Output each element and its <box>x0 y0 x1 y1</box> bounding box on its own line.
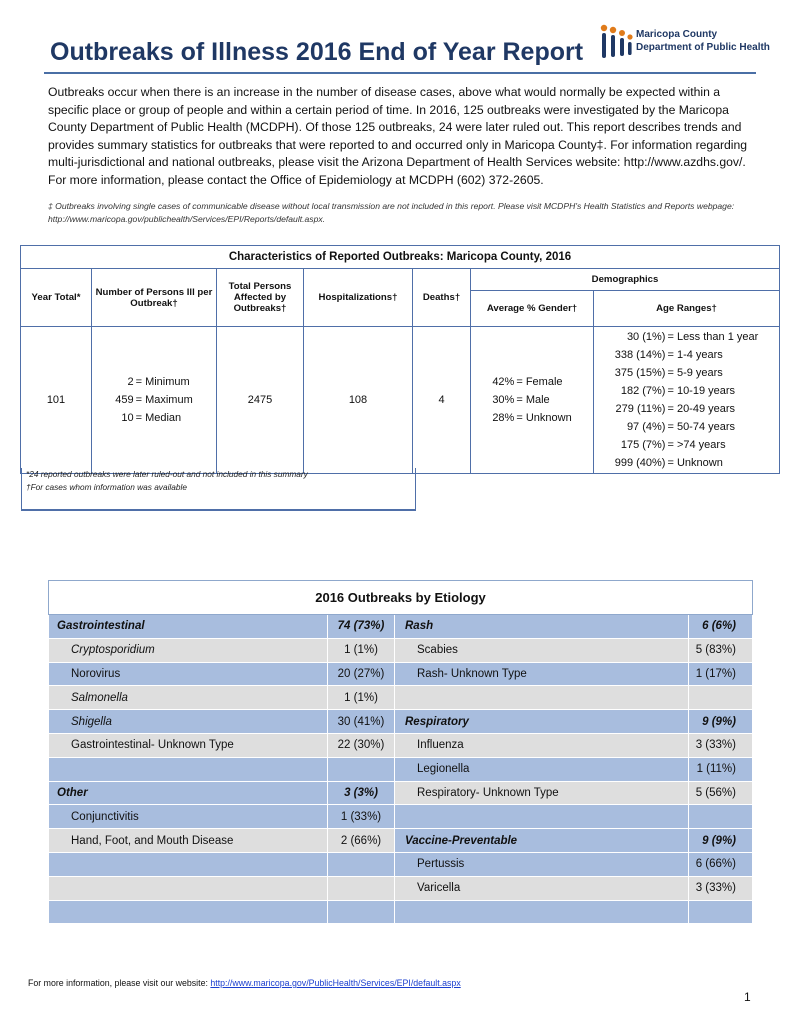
page-number: 1 <box>744 990 751 1004</box>
empty-cell <box>689 805 753 829</box>
empty-cell <box>328 852 395 876</box>
etiology-pertussis: Pertussis <box>395 852 689 876</box>
count-hfmd: 2 (66%) <box>328 829 395 853</box>
etiology-rash-unknown: Rash- Unknown Type <box>395 662 689 686</box>
empty-cell <box>395 900 689 924</box>
empty-cell <box>689 686 753 710</box>
empty-cell <box>49 900 328 924</box>
etiology-legionella: Legionella <box>395 757 689 781</box>
header-total-persons: Total Persons Affected by Outbreaks† <box>217 269 304 327</box>
etiology-salmonella: Salmonella <box>49 686 328 710</box>
count-other: 3 (3%) <box>328 781 395 805</box>
empty-cell <box>395 686 689 710</box>
age-value: 279 (11%) <box>615 403 666 415</box>
count-scabies: 5 (83%) <box>689 638 753 662</box>
gender-male-value: 30% <box>492 394 515 406</box>
age-list <box>613 327 761 473</box>
etiology-influenza: Influenza <box>395 733 689 757</box>
age-label: = 50-74 years <box>667 421 736 433</box>
count-conjunctivitis: 1 (33%) <box>328 805 395 829</box>
count-gi-unknown: 22 (30%) <box>328 733 395 757</box>
age-value: 999 (40%) <box>614 457 666 469</box>
logo-text-county: Maricopa County <box>636 29 718 40</box>
age-label: = Less than 1 year <box>667 331 759 343</box>
empty-cell <box>328 900 395 924</box>
persons-ill-cell <box>92 327 217 474</box>
header-age-ranges: Age Ranges† <box>594 291 780 327</box>
age-value: 338 (14%) <box>614 349 666 361</box>
count-gastrointestinal: 74 (73%) <box>328 615 395 639</box>
age-label: = 20-49 years <box>667 403 736 415</box>
etiology-gi-unknown: Gastrointestinal- Unknown Type <box>49 733 328 757</box>
category-rash: Rash <box>395 615 689 639</box>
gender-male-label: = Male <box>516 394 550 406</box>
count-respiratory: 9 (9%) <box>689 710 753 734</box>
count-varicella: 3 (33%) <box>689 876 753 900</box>
etiology-conjunctivitis: Conjunctivitis <box>49 805 328 829</box>
gender-cell <box>471 327 594 474</box>
age-label: = 5-9 years <box>667 367 723 379</box>
county-logo <box>598 20 770 66</box>
note-available-info: †For cases whom information was available <box>26 481 187 492</box>
age-label: = 1-4 years <box>667 349 723 361</box>
age-value: 30 (1%) <box>626 331 666 343</box>
count-legionella: 1 (11%) <box>689 757 753 781</box>
category-other: Other <box>49 781 328 805</box>
gender-female-value: 42% <box>492 376 515 388</box>
gender-unknown-value: 28% <box>492 412 515 424</box>
gender-female-label: = Female <box>516 376 563 388</box>
persons-ill-list <box>113 372 195 428</box>
count-vaccine-preventable: 9 (9%) <box>689 829 753 853</box>
age-label: = >74 years <box>667 439 726 451</box>
age-value: 175 (7%) <box>620 439 666 451</box>
empty-cell <box>328 876 395 900</box>
category-gastrointestinal: Gastrointestinal <box>49 615 328 639</box>
empty-cell <box>49 852 328 876</box>
note-ruled-out: *24 reported outbreaks were later ruled-out and not included in this summary <box>26 469 308 479</box>
persons-ill-min: 2 <box>127 376 134 388</box>
logo-text-department: Department of Public Health <box>636 42 770 53</box>
etiology-varicella: Varicella <box>395 876 689 900</box>
header-gender: Average % Gender† <box>471 291 594 327</box>
category-vaccine-preventable: Vaccine-Preventable <box>395 829 689 853</box>
empty-cell <box>49 757 328 781</box>
age-label: = Unknown <box>667 457 723 469</box>
persons-ill-max-label: = Maximum <box>135 394 193 406</box>
etiology-caption: 2016 Outbreaks by Etiology <box>49 581 753 615</box>
persons-ill-median-label: = Median <box>135 412 182 424</box>
people-logo-icon <box>598 22 634 62</box>
hospitalizations-value: 108 <box>304 327 413 474</box>
empty-cell <box>49 876 328 900</box>
page-title: Outbreaks of Illness 2016 End of Year Report <box>50 38 584 66</box>
report-footnote: ‡ Outbreaks involving single cases of communicable disease without local transmission are not included in this report. Please visit MCDPH's Health Statistics and Reports webpage: http://www.maricopa.gov/publichealth/Services/EPI/Reports/default.aspx. <box>48 201 735 224</box>
etiology-shigella: Shigella <box>49 710 328 734</box>
title-divider <box>44 72 756 74</box>
age-value: 182 (7%) <box>620 385 666 397</box>
persons-ill-median: 10 <box>121 412 134 424</box>
header-hospitalizations: Hospitalizations† <box>304 269 413 327</box>
count-respiratory-unknown: 5 (56%) <box>689 781 753 805</box>
empty-cell <box>689 900 753 924</box>
gender-list <box>490 372 573 428</box>
characteristics-table <box>20 245 780 474</box>
etiology-norovirus: Norovirus <box>49 662 328 686</box>
deaths-value: 4 <box>413 327 471 474</box>
footer-website-link[interactable]: http://www.maricopa.gov/PublicHealth/Services/EPI/default.aspx <box>210 978 461 988</box>
empty-cell <box>395 805 689 829</box>
etiology-hfmd: Hand, Foot, and Mouth Disease <box>49 829 328 853</box>
count-shigella: 30 (41%) <box>328 710 395 734</box>
empty-cell <box>328 757 395 781</box>
page-footer <box>28 978 461 988</box>
count-salmonella: 1 (1%) <box>328 686 395 710</box>
footer-text: For more information, please visit our website: <box>28 978 211 988</box>
age-value: 375 (15%) <box>614 367 666 379</box>
header-demographics: Demographics <box>471 269 780 291</box>
count-norovirus: 20 (27%) <box>328 662 395 686</box>
table-caption: Characteristics of Reported Outbreaks: Maricopa County, 2016 <box>21 246 780 269</box>
intro-paragraph: Outbreaks occur when there is an increase in the number of disease cases, above what would normally be expected within a specific place or group of people and within a certain period of time. In 2016, 125 outbreaks were investigated by the Maricopa County Department of Public Health (MCDPH). Of those 125 outbreaks, 24 were later ruled out. This report describes trends and provides summary statistics for outbreaks that were reported to and occurred only in Maricopa County‡. For information regarding multi-jurisdictional and national outbreaks, please visit the Arizona Department of Health Services website: http://www.azdhs.gov/. For more information, please contact the Office of Epidemiology at MCDPH (602) 372-2605. <box>48 85 748 187</box>
total-persons-value: 2475 <box>217 327 304 474</box>
year-total-value: 101 <box>21 327 92 474</box>
gender-unknown-label: = Unknown <box>516 412 572 424</box>
category-respiratory: Respiratory <box>395 710 689 734</box>
table-notes <box>21 468 416 511</box>
etiology-table <box>48 580 753 924</box>
age-value: 97 (4%) <box>626 421 666 433</box>
age-label: = 10-19 years <box>667 385 736 397</box>
count-influenza: 3 (33%) <box>689 733 753 757</box>
count-pertussis: 6 (66%) <box>689 852 753 876</box>
header-persons-ill: Number of Persons Ill per Outbreak† <box>92 269 217 327</box>
etiology-respiratory-unknown: Respiratory- Unknown Type <box>395 781 689 805</box>
header-deaths: Deaths† <box>413 269 471 327</box>
persons-ill-max: 459 <box>115 394 134 406</box>
etiology-cryptosporidium: Cryptosporidium <box>49 638 328 662</box>
age-cell <box>594 327 780 474</box>
etiology-scabies: Scabies <box>395 638 689 662</box>
count-rash: 6 (6%) <box>689 615 753 639</box>
count-cryptosporidium: 1 (1%) <box>328 638 395 662</box>
count-rash-unknown: 1 (17%) <box>689 662 753 686</box>
header-year-total: Year Total* <box>21 269 92 327</box>
persons-ill-min-label: = Minimum <box>135 376 190 388</box>
